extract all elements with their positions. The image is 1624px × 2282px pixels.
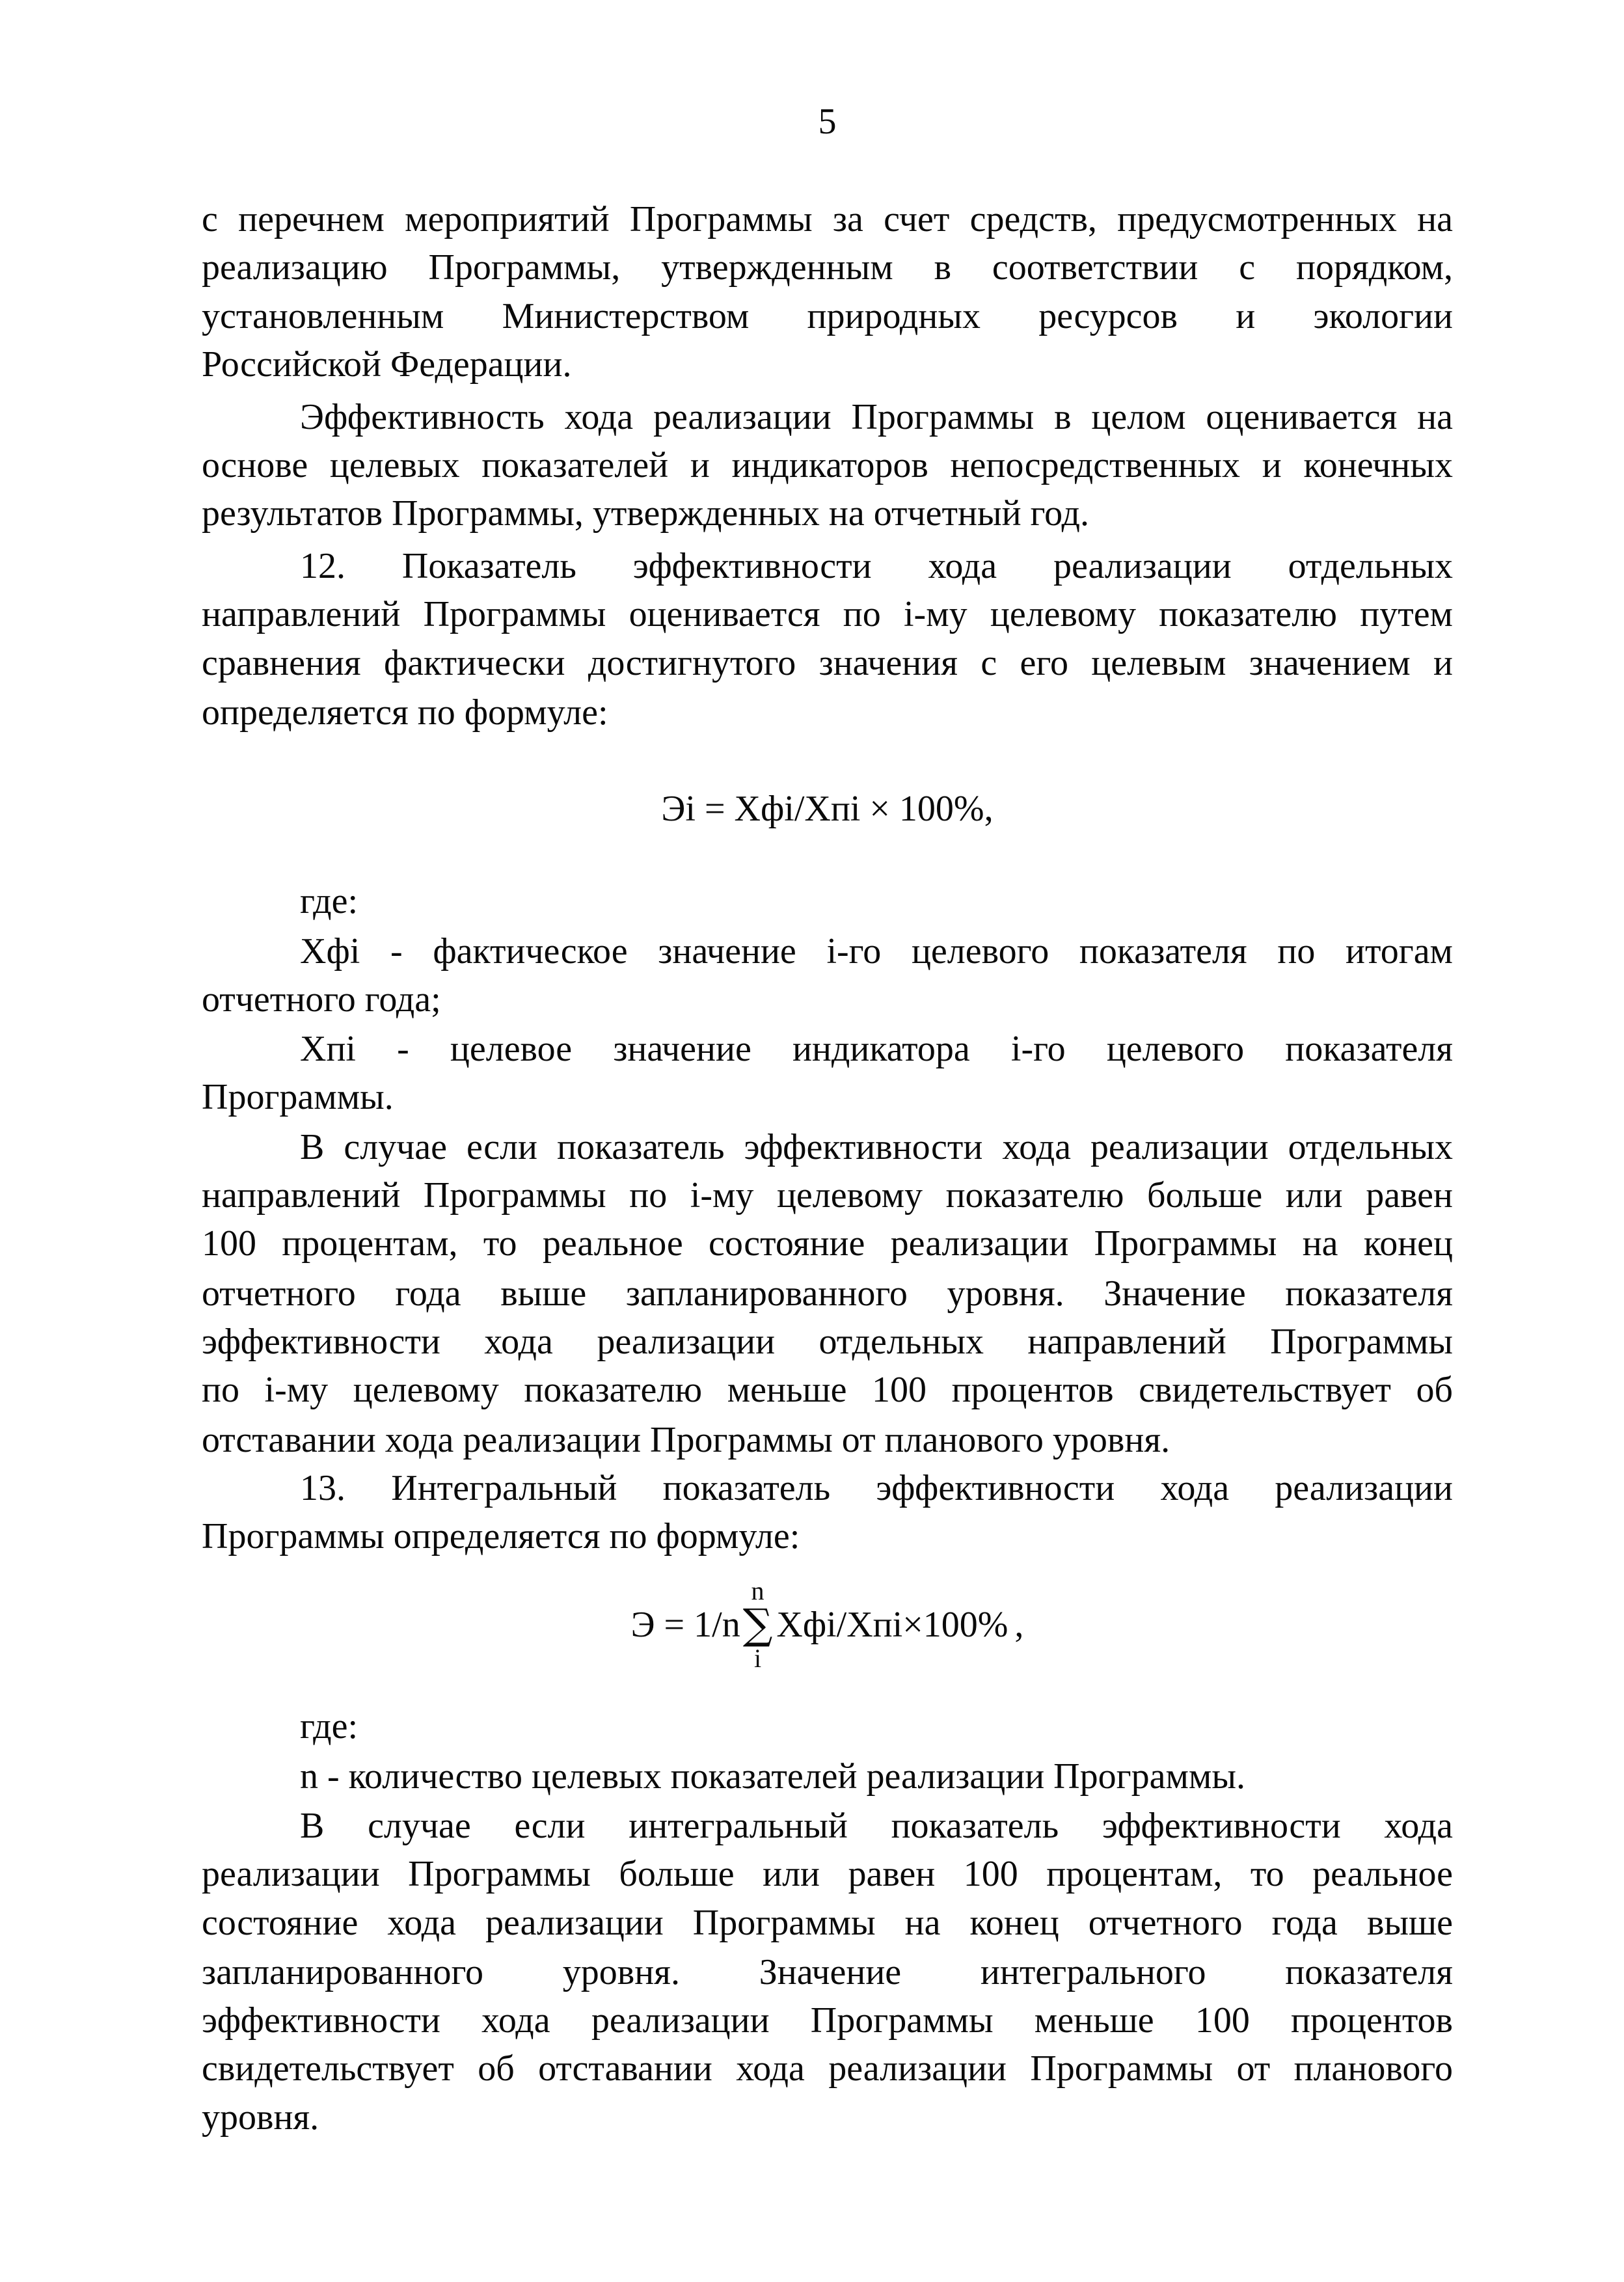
text-line: В случае если интегральный показатель эффективности хода (300, 1806, 1453, 1846)
text-line: результатов Программы, утвержденных на отчетный год. (202, 493, 1089, 534)
text-line: отчетного года выше запланированного уровня. Значение показателя (202, 1273, 1453, 1314)
sum-lower-limit: i (753, 1644, 762, 1673)
text-line: отчетного года; (202, 979, 441, 1020)
formula-integral (202, 1569, 1453, 1680)
formula-indicator: Эi = Хфi/Хпi × 100%, (661, 789, 994, 829)
text-line: 12. Показатель эффективности хода реализации отдельных (300, 546, 1453, 586)
formula-lhs: Э = 1/n (630, 1605, 740, 1645)
formula-rhs: Хфi/Хпi×100% (776, 1605, 1008, 1645)
text-line: реализацию Программы, утвержденным в соответствии с порядком, (202, 247, 1453, 288)
text-line: с перечнем мероприятий Программы за счет средств, предусмотренных на (202, 199, 1453, 239)
formula-punctuation: , (1014, 1605, 1024, 1645)
text-line: Хфi - фактическое значение i-го целевого показателя по итогам (300, 931, 1453, 971)
text-line: В случае если показатель эффективности хода реализации отдельных (300, 1127, 1453, 1167)
text-line: отставании хода реализации Программы от планового уровня. (202, 1420, 1171, 1460)
text-line: Программы определяется по формуле: (202, 1516, 800, 1556)
text-line: эффективности хода реализации Программы меньше 100 процентов (202, 2000, 1453, 2041)
text-line: n - количество целевых показателей реализации Программы. (300, 1756, 1245, 1797)
summation (743, 1577, 773, 1672)
text-line: Хпi - целевое значение индикатора i-го целевого показателя (300, 1029, 1453, 1069)
text-line: направлений Программы по i-му целевому показателю больше или равен (202, 1175, 1453, 1216)
text-line: по i-му целевому показателю меньше 100 процентов свидетельствует об (202, 1370, 1453, 1410)
text-line: где: (300, 881, 359, 921)
text-line: направлений Программы оценивается по i-му целевому показателю путем (202, 594, 1453, 634)
sum-upper-limit: n (751, 1576, 765, 1605)
text-line: установленным Министерством природных ресурсов и экологии (202, 296, 1453, 336)
text-line: 100 процентам, то реальное состояние реализации Программы на конец (202, 1223, 1453, 1264)
text-line: основе целевых показателей и индикаторов непосредственных и конечных (202, 445, 1453, 485)
text-line: запланированного уровня. Значение интегрального показателя (202, 1952, 1453, 1992)
text-line: Российской Федерации. (202, 344, 572, 385)
text-line: где: (300, 1706, 359, 1746)
text-line: определяется по формуле: (202, 692, 608, 733)
text-line: уровня. (202, 2097, 319, 2138)
text-line: свидетельствует об отставании хода реализации Программы от планового (202, 2048, 1453, 2089)
sum-symbol: ∑ (742, 1601, 773, 1649)
text-line: эффективности хода реализации отдельных направлений Программы (202, 1322, 1453, 1362)
text-line: сравнения фактически достигнутого значения с его целевым значением и (202, 643, 1453, 683)
page-number: 5 (818, 102, 837, 142)
text-line: Эффективность хода реализации Программы в целом оценивается на (300, 397, 1453, 437)
text-line: состояние хода реализации Программы на конец отчетного года выше (202, 1903, 1453, 1943)
text-line: 13. Интегральный показатель эффективности хода реализации (300, 1468, 1453, 1508)
text-line: Программы. (202, 1077, 394, 1117)
text-line: реализации Программы больше или равен 100 процентам, то реальное (202, 1854, 1453, 1894)
